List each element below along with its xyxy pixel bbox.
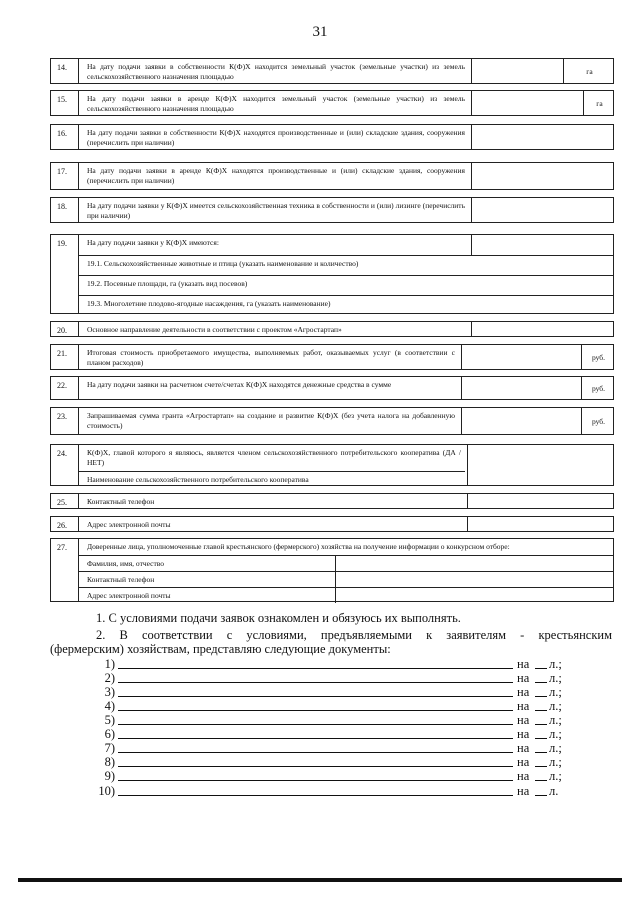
- document-pages-field[interactable]: [535, 724, 547, 725]
- sub-row-text: Наименование сельскохозяйственного потребительского кооператива: [87, 475, 309, 484]
- document-name-field[interactable]: [118, 738, 513, 739]
- row-number: 26.: [51, 517, 79, 531]
- document-number: 9): [104, 769, 115, 783]
- document-number: 10): [98, 784, 115, 798]
- document-pages-field[interactable]: [535, 710, 547, 711]
- document-name-field[interactable]: [118, 752, 513, 753]
- row-number: 16.: [51, 125, 79, 149]
- value-cell[interactable]: [461, 408, 581, 434]
- document-number: 6): [104, 727, 115, 741]
- sub-row-27-1: [79, 555, 613, 571]
- document-na-label: на: [517, 784, 530, 798]
- row-27: [50, 538, 614, 602]
- document-pages-field[interactable]: [535, 795, 547, 796]
- document-number: 4): [104, 699, 115, 713]
- row-number: 24.: [51, 445, 79, 485]
- document-line: [0, 657, 640, 671]
- document-number: 7): [104, 741, 115, 755]
- sub-row-text: Контактный телефон: [87, 575, 155, 584]
- row-text: На дату подачи заявки у К(Ф)Х имеется сельскохозяйственная техника в собственности и (или) лизинге (перечислить при наличии): [87, 201, 465, 220]
- row-text: Запрашиваемая сумма гранта «Агростартап» на создание и развитие К(Ф)Х (без учета налога на добавленную стоимость): [87, 411, 455, 430]
- document-na-label: на: [517, 741, 530, 755]
- row-text: Контактный телефон: [87, 497, 155, 506]
- document-na-label: на: [517, 713, 530, 727]
- sub-row-text: 19.1. Сельскохозяйственные животные и птица (указать наименование и количество): [87, 259, 359, 268]
- row-24: [50, 444, 614, 486]
- row-number: 25.: [51, 494, 79, 508]
- row-21: [50, 344, 614, 370]
- row-number: 27.: [51, 539, 79, 601]
- document-na-label: на: [517, 769, 530, 783]
- row-26: [50, 516, 614, 532]
- document-na-label: на: [517, 685, 530, 699]
- sub-row-19-1: [79, 255, 613, 275]
- row-number: 15.: [51, 91, 79, 115]
- document-pages-field[interactable]: [535, 668, 547, 669]
- document-line: [0, 784, 640, 798]
- document-line: [0, 727, 640, 741]
- document-pages-label: л.;: [549, 685, 562, 699]
- row-number: 20.: [51, 322, 79, 336]
- sub-row-text: 19.3. Многолетние плодово-ягодные насаждения, га (указать наименование): [87, 299, 331, 308]
- sub-row-19-3: [79, 295, 613, 315]
- document-pages-label: л.;: [549, 671, 562, 685]
- document-pages-field[interactable]: [535, 752, 547, 753]
- document-line: [0, 713, 640, 727]
- row-text: К(Ф)Х, главой которого я являюсь, является членом сельскохозяйственного потребительского кооператива (ДА / НЕТ): [87, 448, 461, 467]
- document-pages-field[interactable]: [535, 682, 547, 683]
- document-name-field[interactable]: [118, 780, 513, 781]
- statement-2-line-1: 2. В соответствии с условиями, предъявляемыми к заявителям - крестьянским: [96, 628, 612, 642]
- document-pages-field[interactable]: [535, 696, 547, 697]
- document-pages-label: л.;: [549, 741, 562, 755]
- document-name-field[interactable]: [118, 682, 513, 683]
- row-text: Итоговая стоимость приобретаемого имущества, выполняемых работ, оказываемых услуг (в соответствии с планом расходов): [87, 348, 455, 367]
- unit-cell: руб.: [581, 408, 615, 434]
- sub-row-text: Фамилия, имя, отчество: [87, 559, 164, 568]
- value-cell[interactable]: [471, 163, 615, 189]
- value-cell[interactable]: [335, 556, 613, 571]
- document-pages-label: л.;: [549, 657, 562, 671]
- document-na-label: на: [517, 727, 530, 741]
- value-cell[interactable]: [471, 125, 615, 149]
- row-text: Адрес электронной почты: [87, 520, 171, 529]
- document-na-label: на: [517, 755, 530, 769]
- value-cell[interactable]: [467, 494, 615, 508]
- row-text: На дату подачи заявки в собственности К(Ф)Х находится земельный участок (земельные участки) из земель сельскохозяйственного назначения площадью: [87, 62, 465, 81]
- document-pages-field[interactable]: [535, 738, 547, 739]
- document-line: [0, 755, 640, 769]
- row-23: [50, 407, 614, 435]
- row-text: На дату подачи заявки на расчетном счете/счетах К(Ф)Х находятся денежные средства в сумме: [87, 380, 392, 389]
- row-15: [50, 90, 614, 116]
- sub-row-19-2: [79, 275, 613, 295]
- row-20: [50, 321, 614, 337]
- value-cell[interactable]: [461, 345, 581, 369]
- document-line: [0, 699, 640, 713]
- sub-row-27-3: [79, 587, 613, 603]
- statement-2-line-2: (фермерским) хозяйствам, представляю следующие документы:: [50, 642, 391, 656]
- row-text: Доверенные лица, уполномоченные главой крестьянского (фермерского) хозяйства на получение информации о конкурсном отборе:: [87, 542, 510, 551]
- row-text: На дату подачи заявки в собственности К(Ф)Х находятся производственные и (или) складские здания, сооружения (перечислить при наличии): [87, 128, 465, 147]
- document-pages-label: л.;: [549, 713, 562, 727]
- document-name-field[interactable]: [118, 710, 513, 711]
- sub-row-text: Адрес электронной почты: [87, 591, 171, 600]
- document-name-field[interactable]: [118, 696, 513, 697]
- row-text: На дату подачи заявки в аренде К(Ф)Х находятся производственные и (или) складские здания, сооружения (перечислить при наличии): [87, 166, 465, 185]
- row-number: 18.: [51, 198, 79, 222]
- row-number: 21.: [51, 345, 79, 369]
- row-19: [50, 234, 614, 314]
- sub-row-27-2: [79, 571, 613, 587]
- value-cell[interactable]: [335, 572, 613, 587]
- unit-cell: га: [583, 91, 615, 115]
- row-18: [50, 197, 614, 223]
- value-cell[interactable]: [467, 445, 615, 485]
- row-14: [50, 58, 614, 84]
- document-line: [0, 769, 640, 783]
- unit-cell: га: [563, 59, 615, 83]
- document-pages-label: л.;: [549, 769, 562, 783]
- value-cell[interactable]: [471, 59, 563, 83]
- document-line: [0, 685, 640, 699]
- row-number: 22.: [51, 377, 79, 399]
- document-number: 3): [104, 685, 115, 699]
- document-number: 8): [104, 755, 115, 769]
- document-pages-label: л.;: [549, 755, 562, 769]
- document-number: 1): [104, 657, 115, 671]
- row-22: [50, 376, 614, 400]
- row-number: 17.: [51, 163, 79, 189]
- document-name-field[interactable]: [118, 795, 513, 796]
- row-number: 14.: [51, 59, 79, 83]
- sub-row-24-1: [79, 471, 465, 487]
- row-text: Основное направление деятельности в соответствии с проектом «Агростартап»: [87, 325, 342, 334]
- value-cell[interactable]: [461, 377, 581, 399]
- row-number: 23.: [51, 408, 79, 434]
- value-cell[interactable]: [335, 588, 613, 603]
- value-cell[interactable]: [471, 91, 583, 115]
- document-pages-field[interactable]: [535, 766, 547, 767]
- row-16: [50, 124, 614, 150]
- row-25: [50, 493, 614, 509]
- document-name-field[interactable]: [118, 766, 513, 767]
- statement-1: 1. С условиями подачи заявок ознакомлен и обязуюсь их выполнять.: [96, 611, 461, 625]
- value-cell[interactable]: [467, 517, 615, 531]
- document-number: 5): [104, 713, 115, 727]
- document-name-field[interactable]: [118, 724, 513, 725]
- document-pages-field[interactable]: [535, 780, 547, 781]
- unit-cell: руб.: [581, 377, 615, 399]
- document-name-field[interactable]: [118, 668, 513, 669]
- page-bottom-rule: [18, 878, 622, 882]
- unit-cell: руб.: [581, 345, 615, 369]
- document-line: [0, 671, 640, 685]
- value-cell[interactable]: [471, 322, 615, 336]
- document-na-label: на: [517, 657, 530, 671]
- document-pages-label: л.;: [549, 699, 562, 713]
- document-pages-label: л.;: [549, 727, 562, 741]
- sub-row-text: 19.2. Посевные площади, га (указать вид посевов): [87, 279, 248, 288]
- document-na-label: на: [517, 671, 530, 685]
- row-number: 19.: [51, 235, 79, 313]
- document-line: [0, 741, 640, 755]
- value-cell[interactable]: [471, 235, 615, 255]
- document-pages-label: л.: [549, 784, 559, 798]
- document-na-label: на: [517, 699, 530, 713]
- row-text: На дату подачи заявки у К(Ф)Х имеются:: [87, 238, 219, 247]
- value-cell[interactable]: [471, 198, 615, 222]
- row-17: [50, 162, 614, 190]
- document-number: 2): [104, 671, 115, 685]
- page-number: 31: [312, 24, 328, 40]
- row-text: На дату подачи заявки в аренде К(Ф)Х находится земельный участок (земельные участки) из земель сельскохозяйственного назначения площадью: [87, 94, 465, 113]
